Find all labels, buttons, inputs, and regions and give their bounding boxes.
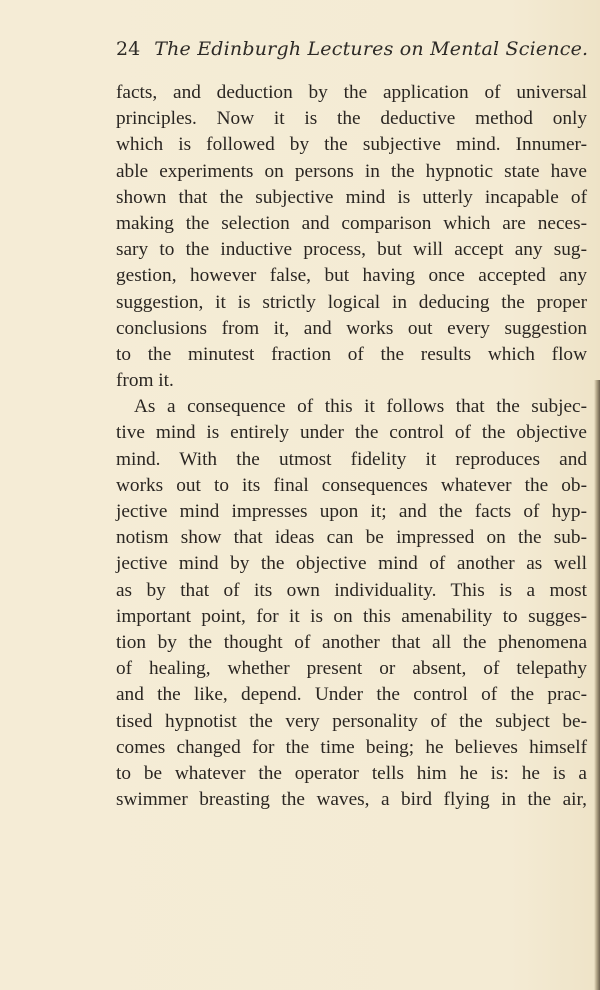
text-line: works out to its final consequences whatever the ob-	[116, 474, 587, 496]
text-line: comes changed for the time being; he believes himself	[116, 736, 587, 758]
text-line: making the selection and comparison which are neces-	[116, 212, 587, 234]
page-number: 24	[116, 38, 141, 60]
text-line: to be whatever the operator tells him he is: he is a	[116, 762, 587, 784]
text-line: conclusions from it, and works out every suggestion	[116, 317, 587, 339]
text-line: As a consequence of this it follows that the subjec-	[134, 396, 587, 418]
text-line: principles. Now it is the deductive method only	[116, 108, 587, 130]
text-line: suggestion, it is strictly logical in deducing the proper	[116, 291, 587, 313]
running-header	[116, 38, 589, 60]
text-line: important point, for it is on this amenability to sugges-	[116, 605, 587, 627]
text-line: tised hypnotist the very personality of the subject be-	[116, 710, 587, 732]
text-line: gestion, however false, but having once accepted any	[116, 265, 587, 287]
text-line: mind. With the utmost fidelity it reproduces and	[116, 448, 587, 470]
text-line: which is followed by the subjective mind. Innumer-	[116, 134, 587, 156]
text-line: jective mind impresses upon it; and the facts of hyp-	[116, 501, 587, 522]
body-text	[116, 80, 587, 813]
text-line: of healing, whether present or absent, of telepathy	[116, 658, 587, 680]
text-line: facts, and deduction by the application of universal	[116, 82, 587, 103]
text-line: jective mind by the objective mind of another as well	[116, 553, 587, 575]
text-line: and the like, depend. Under the control of the prac-	[116, 684, 587, 706]
text-line: notism show that ideas can be impressed on the sub-	[116, 527, 587, 549]
text-line: tion by the thought of another that all the phenomena	[116, 631, 587, 653]
text-line: to the minutest fraction of the results which flow	[116, 343, 587, 365]
text-line: sary to the inductive process, but will accept any sug-	[116, 239, 587, 261]
text-line: shown that the subjective mind is utterly incapable of	[116, 186, 587, 208]
page-edge-shadow	[594, 380, 600, 990]
text-line: tive mind is entirely under the control of the objective	[116, 422, 587, 444]
running-title: The Edinburgh Lectures on Mental Science.	[154, 38, 589, 60]
text-line: swimmer breasting the waves, a bird flying in the air,	[116, 789, 587, 811]
text-line: able experiments on persons in the hypnotic state have	[116, 160, 587, 182]
text-line: from it.	[116, 370, 174, 392]
text-line: as by that of its own individuality. This is a most	[116, 579, 587, 601]
